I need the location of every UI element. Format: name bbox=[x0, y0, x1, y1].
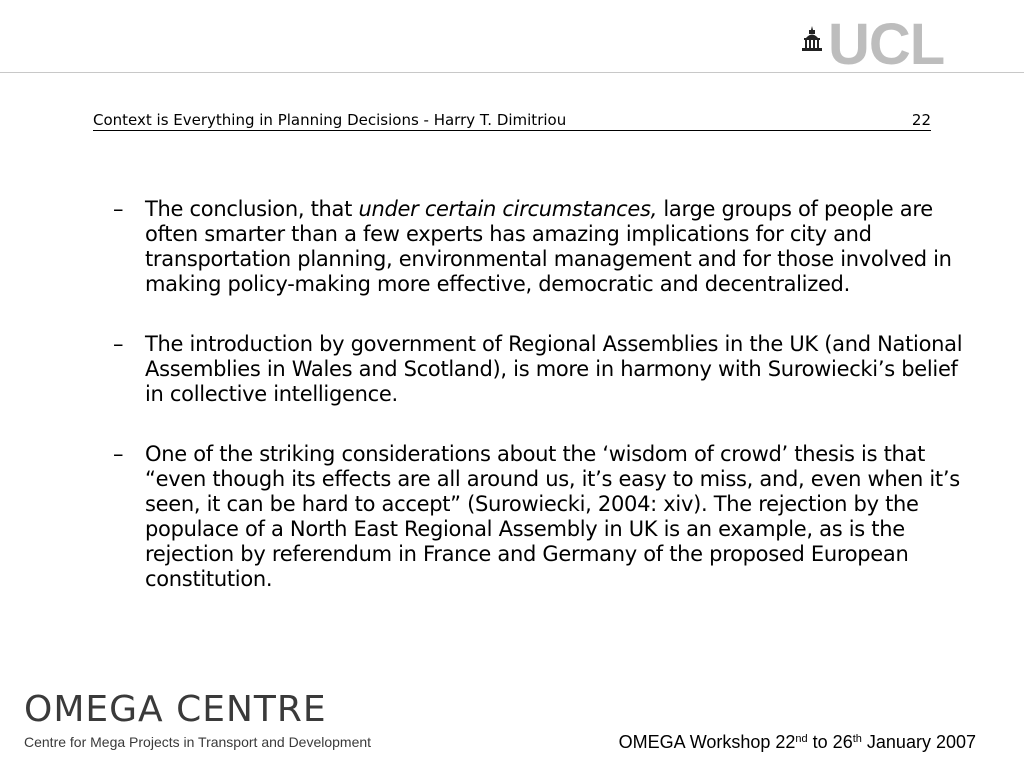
portico-icon bbox=[800, 26, 824, 52]
bullet-item bbox=[113, 332, 973, 407]
omega-centre-wordmark: OMEGA CENTRE bbox=[24, 689, 327, 730]
bullet-dash: – bbox=[113, 442, 124, 466]
slide-header bbox=[93, 111, 931, 131]
bullet-text bbox=[145, 197, 973, 297]
bullet-text: The introduction by government of Regional Assemblies in the UK (and National Assemblies in Wales and Scotland), is more in harmony with Surowiecki’s belief in collective intelligence. bbox=[145, 332, 963, 406]
bullet-emphasis: under certain circumstances, bbox=[358, 197, 657, 221]
bullet-text-end: large groups of people are often smarter than a few experts has amazing implications for city and transportation planning, environmental management and for those involved in making policy-making more effective, democratic and decentralized. bbox=[145, 197, 952, 296]
bullet-text-start: The conclusion, that bbox=[145, 197, 359, 221]
workshop-footer bbox=[619, 731, 976, 753]
slide-body bbox=[113, 197, 973, 627]
omega-centre-logo bbox=[24, 690, 404, 752]
header-title: Context is Everything in Planning Decisions - Harry T. Dimitriou bbox=[93, 111, 567, 129]
footer-sup-th: th bbox=[852, 733, 862, 745]
ucl-logo bbox=[800, 12, 990, 77]
bullet-dash: – bbox=[113, 197, 124, 221]
footer-middle: to 26 bbox=[807, 732, 853, 752]
footer-sup-nd: nd bbox=[795, 733, 808, 745]
ucl-wordmark: UCL bbox=[828, 12, 945, 77]
bullet-text: One of the striking considerations about the ‘wisdom of crowd’ thesis is that “even though its effects are all around us, it’s easy to miss, and, even when it’s seen, it can be hard to accept” (Surowiecki, 2004: xiv). The rejection by the populace of a North East Regional Assembly in UK is an example, as is the rejection by referendum in France and Germany of the proposed European constitution. bbox=[145, 442, 960, 591]
bullet-item bbox=[113, 197, 973, 297]
omega-centre-subtitle: Centre for Mega Projects in Transport and Development bbox=[24, 734, 372, 750]
footer-prefix: OMEGA Workshop 22 bbox=[618, 732, 796, 752]
bullet-dash: – bbox=[113, 332, 124, 356]
footer-suffix: January 2007 bbox=[861, 732, 976, 752]
bullet-item bbox=[113, 442, 973, 592]
page-number: 22 bbox=[911, 111, 931, 129]
